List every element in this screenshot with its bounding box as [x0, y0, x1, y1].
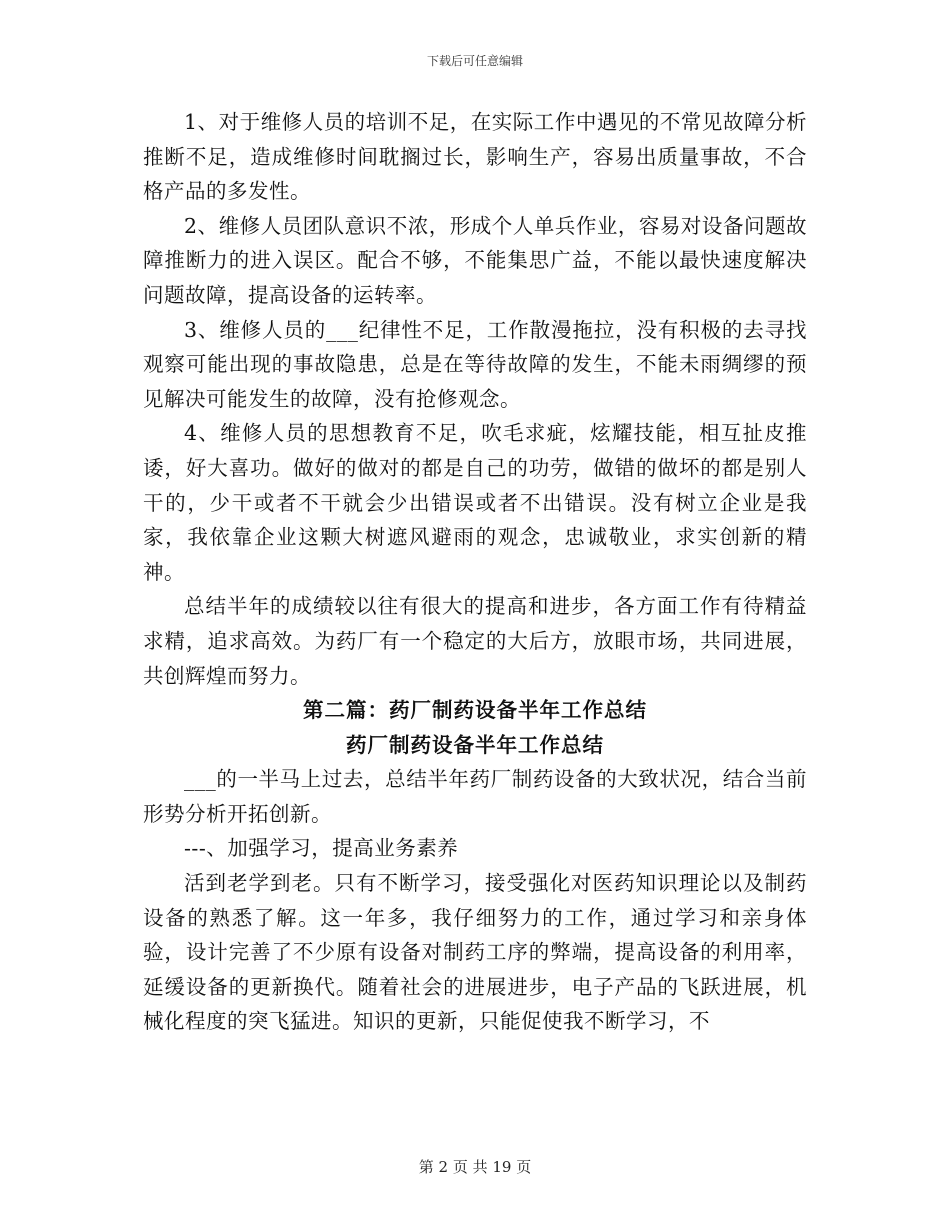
- paragraph-4: 4、维修人员的思想教育不足，吹毛求疵，炫耀技能，相互扯皮推诿，好大喜功。做好的做对的都是自己的功劳，做错的做坏的都是别人干的，少干或者不干就会少出错误或者不出错误。没有树立企业是我家，我依靠企业这颗大树遮风避雨的观念，忠诚敬业，求实创新的精神。: [143, 421, 807, 584]
- page-header-note: 下载后可任意编辑: [426, 54, 523, 68]
- paragraph-summary: 总结半年的成绩较以往有很大的提高和进步，各方面工作有待精益求精，追求高效。为药厂有一个稳定的大后方，放眼市场，共同进展，共创辉煌而努力。: [143, 594, 807, 688]
- section-heading: 第二篇：药厂制药设备半年工作总结: [303, 698, 647, 723]
- section-title: 药厂制药设备半年工作总结: [346, 732, 604, 757]
- document-body: [143, 105, 807, 1039]
- paragraph-1: 1、对于维修人员的培训不足，在实际工作中遇见的不常见故障分析推断不足，造成维修时间耽搁过长，影响生产，容易出质量事故，不合格产品的多发性。: [143, 110, 807, 204]
- section-paragraph-intro: ___的一半马上过去，总结半年药厂制药设备的大致状况，结合当前形势分析开拓创新。: [143, 767, 807, 826]
- paragraph-3: 3、维修人员的___纪律性不足，工作散漫拖拉，没有积极的去寻找观察可能出现的事故隐患，总是在等待故障的发生，不能未雨绸缪的预见解决可能发生的故障，没有抢修观念。: [143, 317, 807, 411]
- section-paragraph-body: 活到老学到老。只有不断学习，接受强化对医药知识理论以及制药设备的熟悉了解。这一年多，我仔细努力的工作，通过学习和亲身体验，设计完善了不少原有设备对制药工序的弊端，提高设备的利用率，延缓设备的更新换代。随着社会的进展进步，电子产品的飞跃进展，机械化程度的突飞猛进。知识的更新，只能促使我不断学习，不: [143, 871, 807, 1034]
- section-paragraph-subheading: ---、加强学习，提高业务素养: [184, 836, 459, 861]
- page-indicator: 第 2 页 共 19 页: [418, 1158, 532, 1176]
- paragraph-2: 2、维修人员团队意识不浓，形成个人单兵作业，容易对设备问题故障推断力的进入误区。配合不够，不能集思广益，不能以最快速度解决问题故障，提高设备的运转率。: [143, 213, 807, 307]
